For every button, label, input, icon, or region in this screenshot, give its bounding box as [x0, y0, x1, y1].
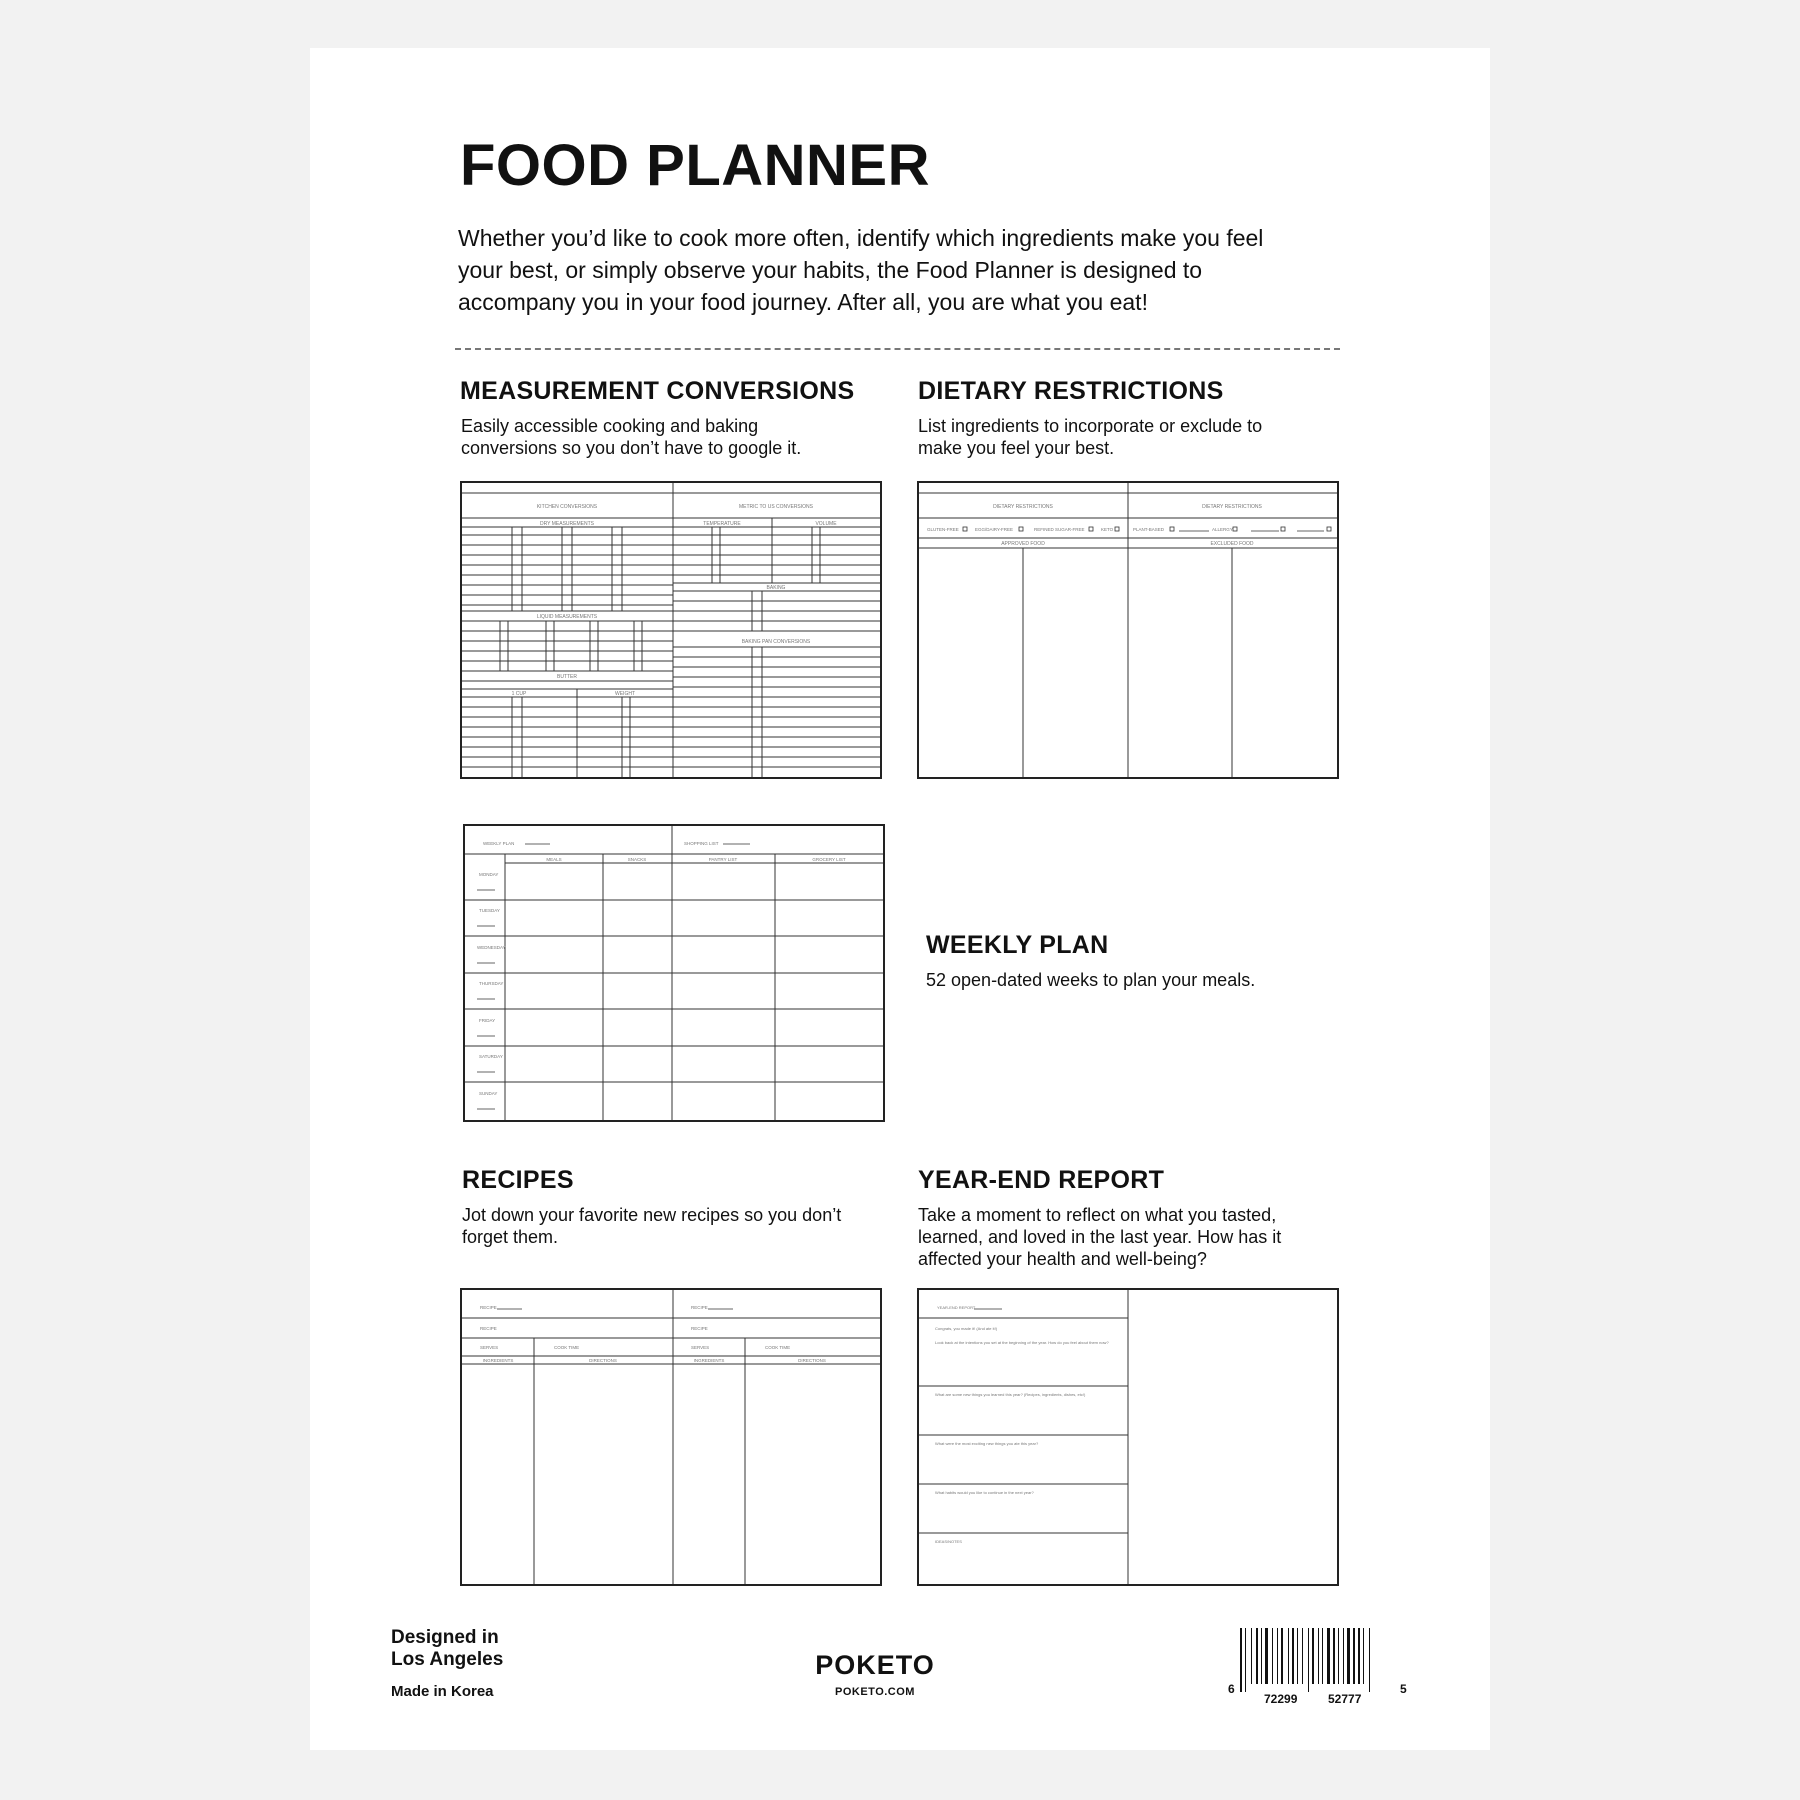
recipes-preview: [460, 1288, 882, 1586]
pantry-label: PANTRY LIST: [708, 857, 738, 862]
barcode-first-digit: 6: [1228, 1682, 1235, 1696]
metric-conv-label: METRIC TO US CONVERSIONS: [739, 504, 813, 510]
yearend-header-label: YEAR-END REPORT: [937, 1305, 976, 1310]
dietary-desc: List ingredients to incorporate or exclude to make you feel your best.: [918, 416, 1263, 458]
barcode-bar: [1363, 1628, 1364, 1684]
gluten-label: GLUTEN-FREE: [927, 527, 959, 532]
barcode-bar: [1297, 1628, 1298, 1684]
barcode-left-digits: 72299: [1264, 1692, 1298, 1706]
yearend-congrats: Congrats, you made it! (And ate it!): [935, 1326, 998, 1331]
day-tuesday: TUESDAY: [479, 908, 500, 913]
yearend-q1: Look back at the intentions you set at the beginning of the year. How do you feel about them now?: [935, 1340, 1109, 1345]
designed-in: Designed in Los Angeles: [391, 1627, 504, 1670]
barcode-bar: [1308, 1628, 1309, 1692]
shopping-list-label: SHOPPING LIST: [684, 841, 719, 846]
barcode-bar: [1292, 1628, 1294, 1684]
barcode-last-digit: 5: [1400, 1682, 1407, 1696]
barcode-bar: [1265, 1628, 1268, 1684]
yearend-desc: Take a moment to reflect on what you tasted, learned, and loved in the last year. How has it affected your health and well-being?: [918, 1205, 1282, 1269]
dry-label: DRY MEASUREMENTS: [540, 521, 594, 527]
barcode-bar: [1327, 1628, 1330, 1684]
grocery-label: GROCERY LIST: [812, 857, 846, 862]
recipes-desc: Jot down your favorite new recipes so you don’t forget them.: [462, 1205, 842, 1247]
dietary-header-left: DIETARY RESTRICTIONS: [993, 504, 1053, 510]
allergy-label: ALLERGY: [1212, 527, 1233, 532]
plant-label: PLANT-BASED: [1133, 527, 1165, 532]
barcode-bar: [1333, 1628, 1335, 1684]
measurement-desc: Easily accessible cooking and baking conversions so you don’t have to google it.: [461, 416, 802, 458]
barcode-bar: [1318, 1628, 1319, 1684]
serves-right: SERVES: [691, 1345, 710, 1350]
butter-label: BUTTER: [557, 674, 577, 680]
barcode-bar: [1358, 1628, 1360, 1684]
day-wednesday: WEDNESDAY: [477, 945, 506, 950]
pan-label: BAKING PAN CONVERSIONS: [741, 639, 811, 645]
intro-text: Whether you’d like to cook more often, identify which ingredients make you feel your best, or simply observe your habits, the Food Planner is designed to accompany you in your food journey. After all, you are what you eat!: [458, 225, 1264, 315]
approved-label: APPROVED FOOD: [1001, 541, 1045, 547]
yearend-title: YEAR-END REPORT: [918, 1166, 1165, 1194]
ingredients-right: INGREDIENTS: [693, 1358, 725, 1363]
volume-label: VOLUME: [815, 521, 837, 527]
snacks-label: SNACKS: [627, 857, 647, 862]
cup-weight-rows: [462, 697, 673, 777]
brand-logo: POKETO: [815, 1650, 935, 1680]
barcode-icon: [1224, 1626, 1414, 1711]
meals-label: MEALS: [546, 857, 562, 862]
ingredients-left: INGREDIENTS: [482, 1358, 514, 1363]
barcode-right-digits: 52777: [1328, 1692, 1362, 1706]
weekly-plan-label: WEEKLY PLAN: [483, 841, 515, 846]
dietary-preview: [917, 481, 1339, 779]
yearend-q3: What were the most exciting new things you ate this year?: [935, 1441, 1039, 1446]
temp-label: TEMPERATURE: [703, 521, 741, 527]
barcode-bar: [1281, 1628, 1283, 1684]
dashed-divider: [455, 348, 1340, 350]
weight-label: WEIGHT: [615, 691, 635, 697]
day-sunday: SUNDAY: [479, 1091, 498, 1096]
barcode-bar: [1240, 1628, 1242, 1692]
barcode-bar: [1343, 1628, 1344, 1684]
barcode-bar: [1251, 1628, 1252, 1684]
barcode-bar: [1322, 1628, 1323, 1684]
day-thursday: THURSDAY: [479, 981, 504, 986]
barcode-bar: [1288, 1628, 1289, 1684]
pan-rows: [673, 647, 880, 777]
liquid-label: LIQUID MEASUREMENTS: [536, 614, 598, 620]
sugar-label: REFINED SUGAR-FREE: [1034, 527, 1085, 532]
cup-label: 1 CUP: [511, 691, 527, 697]
dietary-title: DIETARY RESTRICTIONS: [918, 377, 1224, 405]
excluded-label: EXCLUDED FOOD: [1210, 541, 1254, 547]
recipe-sub-right: RECIPE: [691, 1326, 708, 1331]
weekly-desc: 52 open-dated weeks to plan your meals.: [926, 970, 1256, 990]
liquid-rows: [462, 621, 673, 671]
cooktime-right: COOK TIME: [765, 1345, 791, 1350]
yearend-notes: IDEAS/NOTES: [935, 1539, 962, 1544]
brand-url: POKETO.COM: [835, 1686, 915, 1698]
yearend-preview: [917, 1288, 1339, 1586]
keto-label: KETO: [1101, 527, 1114, 532]
baking-label: BAKING: [766, 585, 786, 591]
barcode-bar: [1312, 1628, 1314, 1684]
barcode-bar: [1272, 1628, 1273, 1684]
barcode-bar: [1245, 1628, 1246, 1692]
dry-rows: [462, 527, 673, 611]
measurement-title: MEASUREMENT CONVERSIONS: [460, 377, 855, 405]
weekly-plan-preview: [463, 824, 885, 1122]
measurement-preview: [460, 481, 882, 779]
recipe-label-left: RECIPE: [480, 1305, 497, 1310]
recipes-title: RECIPES: [462, 1166, 574, 1194]
day-friday: FRIDAY: [479, 1018, 496, 1023]
metric-rows: [673, 518, 880, 583]
barcode-bar: [1347, 1628, 1350, 1684]
day-saturday: SATURDAY: [479, 1054, 503, 1059]
page-title: FOOD PLANNER: [460, 133, 930, 198]
day-monday: MONDAY: [479, 872, 499, 877]
weekly-title: WEEKLY PLAN: [926, 931, 1109, 959]
egg-label: EGG/DAIRY-FREE: [975, 527, 1014, 532]
kitchen-conv-label: KITCHEN CONVERSIONS: [536, 504, 598, 510]
made-in: Made in Korea: [391, 1683, 494, 1700]
directions-right: DIRECTIONS: [798, 1358, 826, 1363]
baking-rows: [673, 591, 880, 631]
barcode-bar: [1261, 1628, 1262, 1684]
cooktime-left: COOK TIME: [554, 1345, 580, 1350]
yearend-q2: What are some new things you learned this year? (Recipes, ingredients, dishes, etc!): [935, 1392, 1086, 1397]
barcode-bar: [1302, 1628, 1303, 1684]
recipe-label-right: RECIPE: [691, 1305, 708, 1310]
barcode-bar: [1338, 1628, 1339, 1684]
barcode-bar: [1369, 1628, 1370, 1692]
serves-left: SERVES: [480, 1345, 499, 1350]
barcode-bar: [1353, 1628, 1355, 1684]
dietary-header-right: DIETARY RESTRICTIONS: [1202, 504, 1262, 510]
recipe-sub-left: RECIPE: [480, 1326, 497, 1331]
barcode-bar: [1256, 1628, 1258, 1684]
barcode-bar: [1277, 1628, 1278, 1684]
directions-left: DIRECTIONS: [589, 1358, 617, 1363]
yearend-q4: What habits would you like to continue in the next year?: [935, 1490, 1034, 1495]
